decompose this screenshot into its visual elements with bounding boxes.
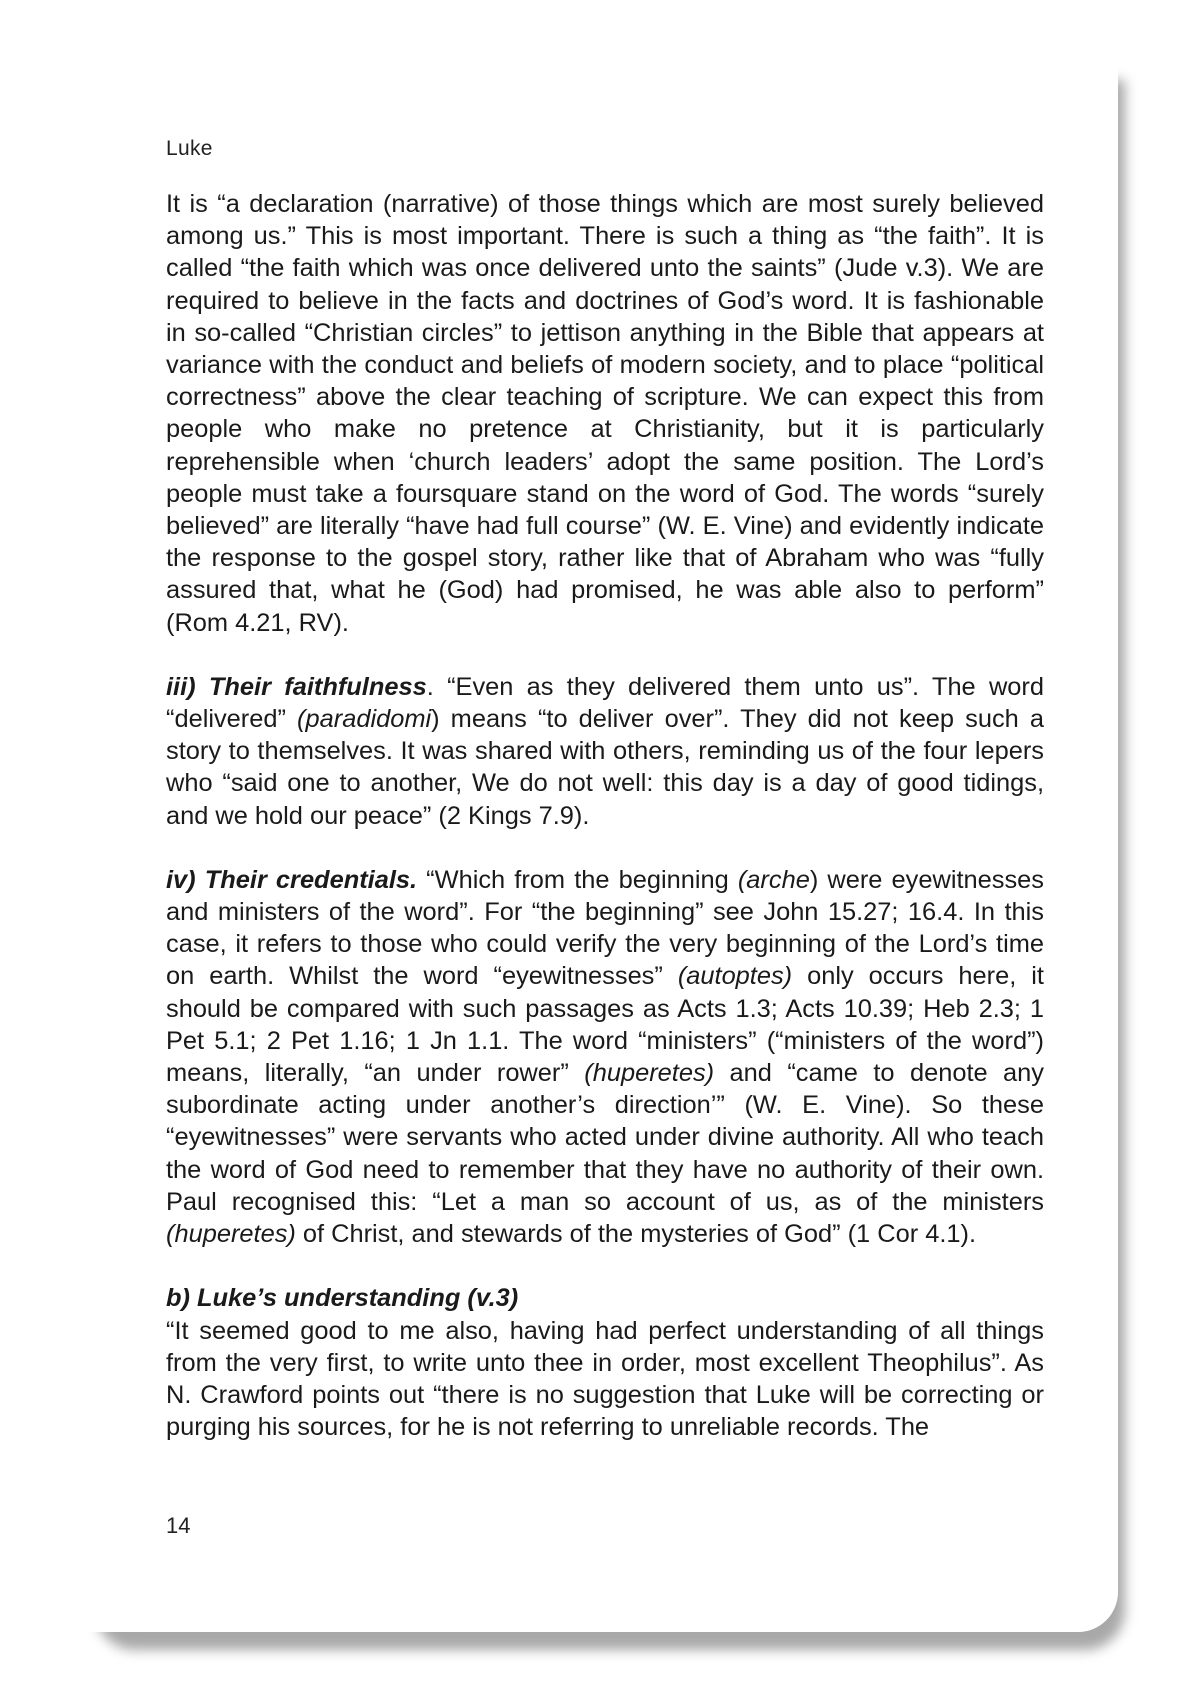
page-number: 14 xyxy=(166,1513,191,1538)
paragraph-understanding: “It seemed good to me also, having had perfect understanding of all things from the very first, to write unto thee in order, most excellent Theophilus”. As N. Crawford points out “there is no suggestion that Luke will be correcting or purging his sources, for he is not referring to unreliable records. The xyxy=(166,1316,1044,1442)
paragraph-faithfulness: iii) Their faithfulness. “Even as they delivered them unto us”. The word “delivered” (paradidomi) means “to deliver over”. They did not keep such a story to themselves. It was shared with others, reminding us of the four lepers who “said one to another, We do not well: this day is a day of good tidings, and we hold our peace” (2 Kings 7.9). xyxy=(166,672,1044,830)
body-text xyxy=(166,188,1044,1443)
greek-term: (huperetes) xyxy=(166,1220,296,1249)
greek-term: (arche xyxy=(737,865,810,894)
paragraph-faith: It is “a declaration (narrative) of those things which are most surely believed among us.” This is most important. There is such a thing as “the faith”. It is called “the faith which was once delivered unto the saints” (Jude v.3). We are required to believe in the facts and doctrines of God’s word. It is fashionable in so-called “Christian circles” to jettison anything in the Bible that appears at variance with the conduct and beliefs of modern society, and to place “political correctness” above the clear teaching of scripture. We can expect this from people who make no pretence at Christianity, but it is particularly reprehensible when ‘church leaders’ adopt the same position. The Lord’s people must take a foursquare stand on the word of God. The words “surely believed” are literally “have had full course” (W. E. Vine) and evidently indicate the response to the gospel story, rather like that of Abraham who was “fully assured that, what he (God) had promised, he was able also to perform” (Rom 4.21, RV). xyxy=(166,190,1044,637)
section-lead: iv) Their credentials. xyxy=(166,865,418,894)
greek-term: (huperetes) xyxy=(584,1059,715,1088)
section-heading: b) Luke’s understanding (v.3) xyxy=(166,1284,519,1313)
greek-term: (autoptes) xyxy=(677,962,793,991)
running-head: Luke xyxy=(166,137,213,160)
section-lead: iii) Their faithfulness xyxy=(166,672,427,701)
greek-term: (paradidomi xyxy=(297,705,432,734)
paragraph-credentials: iv) Their credentials. “Which from the beginning (arche) were eyewitnesses and ministers of the word”. For “the beginning” see John 15.27; 16.4. In this case, it refers to those who could verify the very beginning of the Lord’s time on earth. Whilst the word “eyewitnesses” (autoptes) only occurs here, it should be compared with such passages as Acts 1.3; Acts 10.39; Heb 2.3; 1 Pet 5.1; 2 Pet 1.16; 1 Jn 1.1. The word “ministers” (“ministers of the word”) means, literally, “an under rower” (huperetes) and “came to denote any subordinate acting under another’s direction’” (W. E. Vine). So these “eyewitnesses” were servants who acted under divine authority. All who teach the word of God need to remember that they have no authority of their own. Paul recognised this: “Let a man so account of us, as of the ministers (huperetes) of Christ, and stewards of the mysteries of God” (1 Cor 4.1). xyxy=(166,865,1044,1249)
